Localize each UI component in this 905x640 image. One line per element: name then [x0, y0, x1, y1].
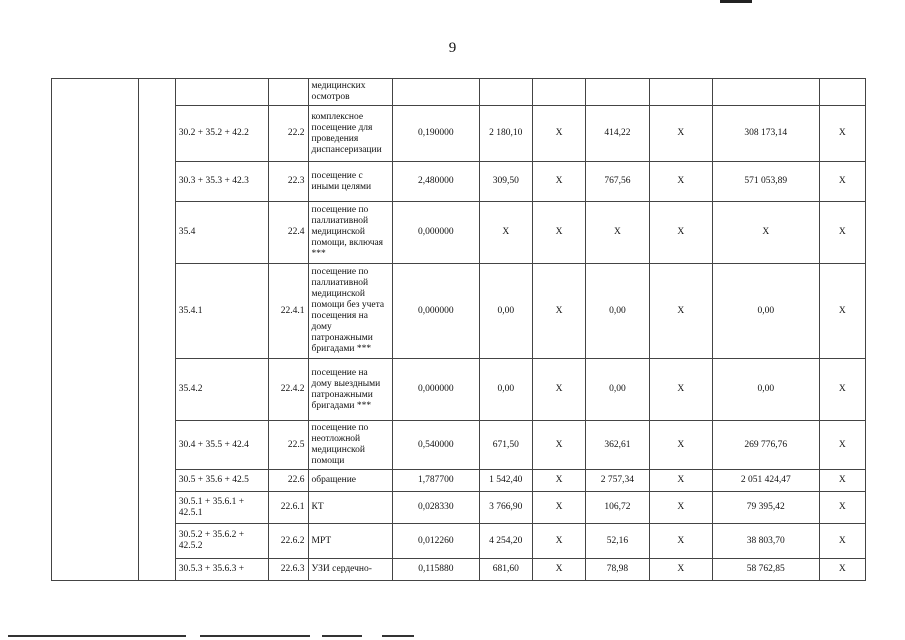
value-cell-4: 571 053,89	[712, 162, 819, 202]
tariff-table	[51, 78, 866, 581]
line-number-cell: 22.4.1	[269, 264, 308, 359]
value-cell-5: X	[819, 492, 865, 524]
cost-cell: X	[479, 202, 532, 264]
value-cell-4: 0,00	[712, 264, 819, 359]
value-cell-3: X	[649, 524, 712, 559]
value-cell-5: X	[819, 162, 865, 202]
line-number-cell: 22.6.2	[269, 524, 308, 559]
value-cell-2	[586, 79, 649, 106]
norm-cell: 0,000000	[393, 359, 480, 421]
value-cell-1	[532, 79, 585, 106]
cost-cell	[479, 79, 532, 106]
line-number-cell: 22.5	[269, 421, 308, 470]
service-name-cell: МРТ	[308, 524, 393, 559]
value-cell-2: 0,00	[586, 359, 649, 421]
value-cell-5: X	[819, 359, 865, 421]
top-edge-rule	[720, 0, 752, 3]
norm-cell: 2,480000	[393, 162, 480, 202]
value-cell-4: 79 395,42	[712, 492, 819, 524]
line-number-cell: 22.4.2	[269, 359, 308, 421]
value-cell-1: X	[532, 359, 585, 421]
service-name-cell: обращение	[308, 470, 393, 492]
table-row	[52, 79, 866, 106]
value-cell-4: X	[712, 202, 819, 264]
value-cell-4: 38 803,70	[712, 524, 819, 559]
norm-cell: 0,000000	[393, 202, 480, 264]
value-cell-3: X	[649, 492, 712, 524]
cost-cell: 309,50	[479, 162, 532, 202]
line-number-cell: 22.6.1	[269, 492, 308, 524]
cost-cell: 2 180,10	[479, 106, 532, 162]
norm-cell	[393, 79, 480, 106]
value-cell-3: X	[649, 470, 712, 492]
value-cell-4: 308 173,14	[712, 106, 819, 162]
value-cell-2: X	[586, 202, 649, 264]
code-cell: 30.5.2 + 35.6.2 + 42.5.2	[175, 524, 269, 559]
value-cell-2: 52,16	[586, 524, 649, 559]
value-cell-1: X	[532, 162, 585, 202]
value-cell-1: X	[532, 559, 585, 581]
norm-cell: 0,012260	[393, 524, 480, 559]
value-cell-1: X	[532, 492, 585, 524]
value-cell-3: X	[649, 359, 712, 421]
value-cell-3: X	[649, 421, 712, 470]
line-number-cell: 22.6.3	[269, 559, 308, 581]
value-cell-3: X	[649, 106, 712, 162]
value-cell-3: X	[649, 264, 712, 359]
norm-cell: 0,115880	[393, 559, 480, 581]
service-name-cell: комплексное посещение для проведения диспансеризации	[308, 106, 393, 162]
value-cell-2: 106,72	[586, 492, 649, 524]
value-cell-5: X	[819, 470, 865, 492]
cost-cell: 0,00	[479, 359, 532, 421]
value-cell-1: X	[532, 470, 585, 492]
service-name-cell: КТ	[308, 492, 393, 524]
service-name-cell: медицинских осмотров	[308, 79, 393, 106]
service-name-cell: посещение по паллиативной медицинской помощи без учета посещения на дому патронажными бригадами ***	[308, 264, 393, 359]
line-number-cell: 22.6	[269, 470, 308, 492]
service-name-cell: посещение по неотложной медицинской помощи	[308, 421, 393, 470]
service-name-cell: посещение на дому выездными патронажными бригадами ***	[308, 359, 393, 421]
code-cell: 35.4.2	[175, 359, 269, 421]
code-cell	[175, 79, 269, 106]
value-cell-1: X	[532, 264, 585, 359]
value-cell-1: X	[532, 524, 585, 559]
value-cell-3: X	[649, 202, 712, 264]
code-cell: 30.5 + 35.6 + 42.5	[175, 470, 269, 492]
cost-cell: 681,60	[479, 559, 532, 581]
service-name-cell: посещение по паллиативной медицинской помощи, включая ***	[308, 202, 393, 264]
code-cell: 30.4 + 35.5 + 42.4	[175, 421, 269, 470]
value-cell-4: 269 776,76	[712, 421, 819, 470]
value-cell-2: 2 757,34	[586, 470, 649, 492]
norm-cell: 0,190000	[393, 106, 480, 162]
line-number-cell: 22.2	[269, 106, 308, 162]
value-cell-4: 0,00	[712, 359, 819, 421]
value-cell-5: X	[819, 264, 865, 359]
value-cell-4: 2 051 424,47	[712, 470, 819, 492]
value-cell-3: X	[649, 162, 712, 202]
value-cell-3: X	[649, 559, 712, 581]
line-number-cell	[269, 79, 308, 106]
code-cell: 30.3 + 35.3 + 42.3	[175, 162, 269, 202]
cost-cell: 4 254,20	[479, 524, 532, 559]
value-cell-2: 414,22	[586, 106, 649, 162]
service-name-cell: посещение с иными целями	[308, 162, 393, 202]
value-cell-5: X	[819, 524, 865, 559]
page-number: 9	[448, 40, 457, 56]
cost-cell: 1 542,40	[479, 470, 532, 492]
table-body	[52, 79, 866, 581]
value-cell-5: X	[819, 559, 865, 581]
value-cell-2: 78,98	[586, 559, 649, 581]
code-cell: 30.5.3 + 35.6.3 +	[175, 559, 269, 581]
norm-cell: 0,028330	[393, 492, 480, 524]
bottom-edge-rules	[0, 632, 905, 640]
value-cell-2: 362,61	[586, 421, 649, 470]
code-cell: 35.4.1	[175, 264, 269, 359]
value-cell-2: 767,56	[586, 162, 649, 202]
value-cell-5: X	[819, 106, 865, 162]
value-cell-1: X	[532, 421, 585, 470]
line-number-cell: 22.4	[269, 202, 308, 264]
service-name-cell: УЗИ сердечно-	[308, 559, 393, 581]
norm-cell: 0,540000	[393, 421, 480, 470]
value-cell-5: X	[819, 421, 865, 470]
value-cell-4	[712, 79, 819, 106]
norm-cell: 0,000000	[393, 264, 480, 359]
code-cell: 30.2 + 35.2 + 42.2	[175, 106, 269, 162]
code-cell: 35.4	[175, 202, 269, 264]
code-cell: 30.5.1 + 35.6.1 + 42.5.1	[175, 492, 269, 524]
value-cell-4: 58 762,85	[712, 559, 819, 581]
empty-cell	[138, 79, 175, 581]
value-cell-1: X	[532, 202, 585, 264]
value-cell-5: X	[819, 202, 865, 264]
value-cell-2: 0,00	[586, 264, 649, 359]
value-cell-5	[819, 79, 865, 106]
empty-cell	[52, 79, 139, 581]
value-cell-1: X	[532, 106, 585, 162]
norm-cell: 1,787700	[393, 470, 480, 492]
value-cell-3	[649, 79, 712, 106]
line-number-cell: 22.3	[269, 162, 308, 202]
cost-cell: 3 766,90	[479, 492, 532, 524]
cost-cell: 0,00	[479, 264, 532, 359]
cost-cell: 671,50	[479, 421, 532, 470]
